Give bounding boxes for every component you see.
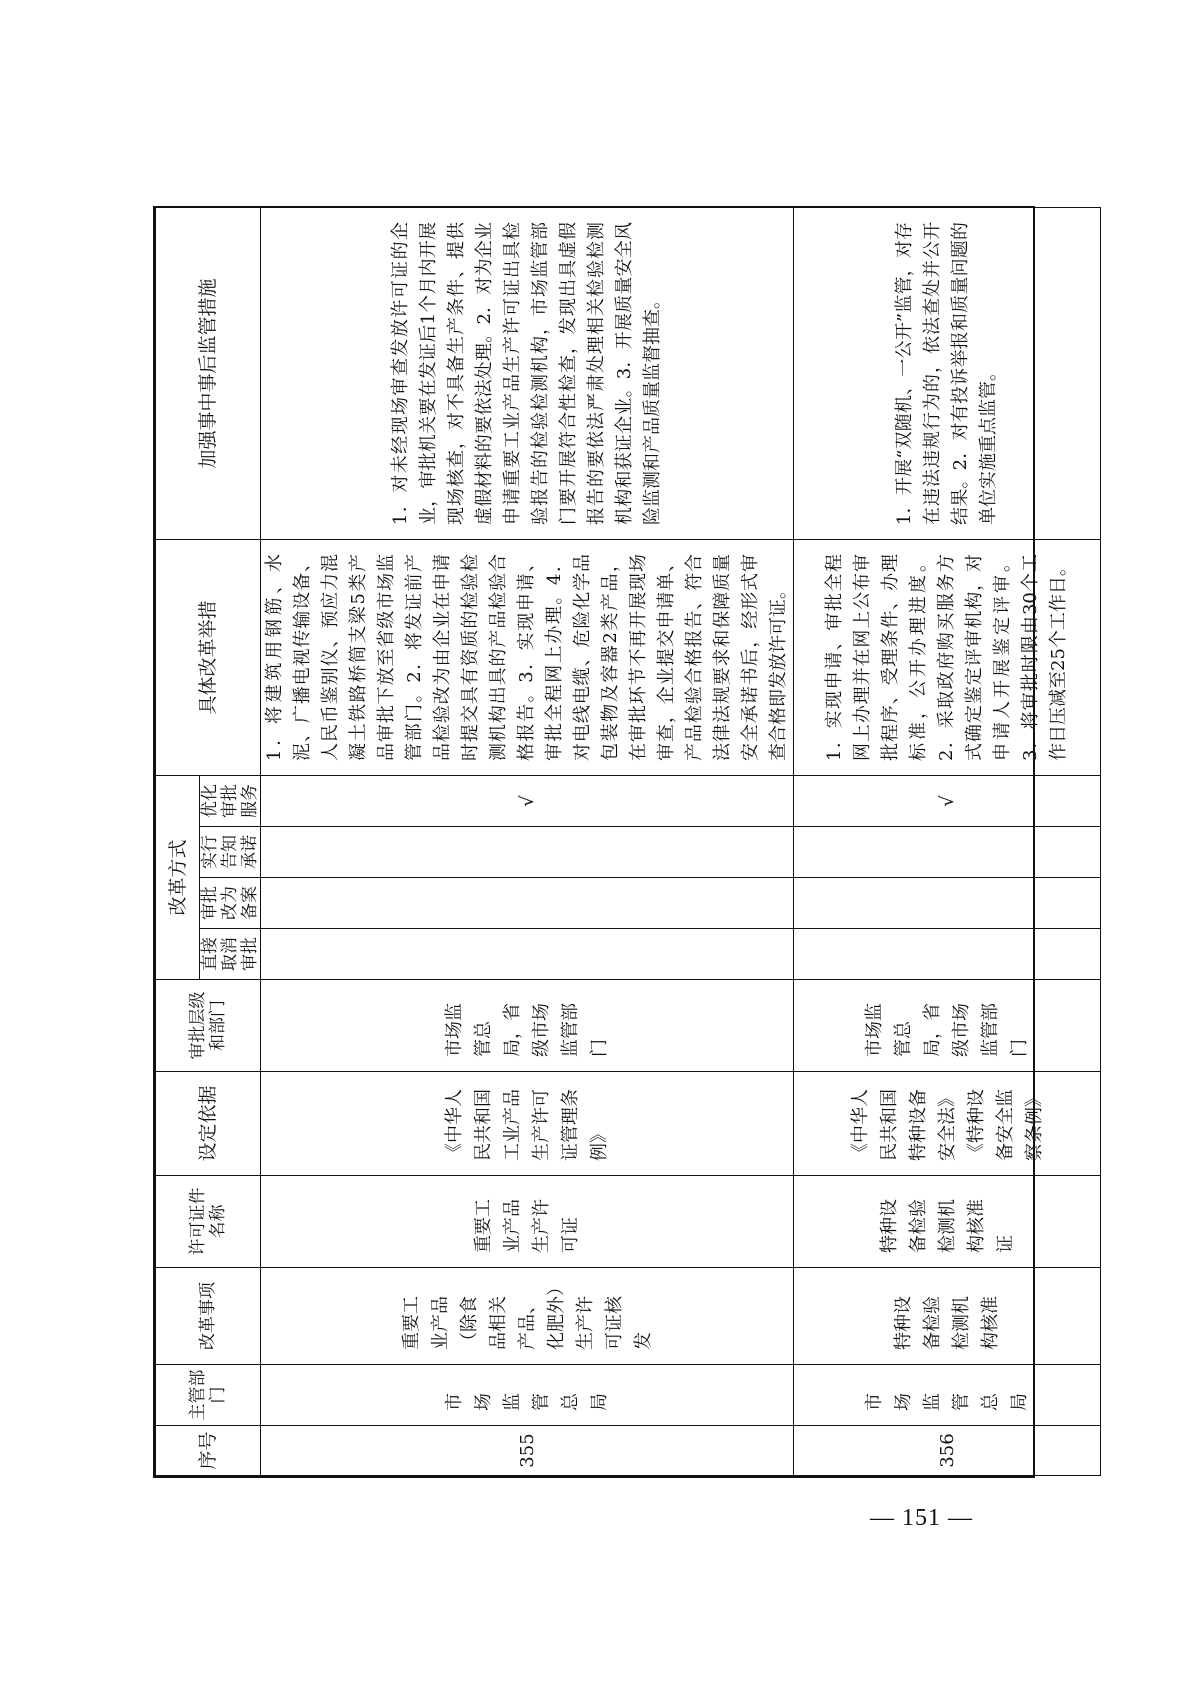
table-row	[261, 207, 794, 1475]
row-seq: 356	[794, 1426, 1101, 1476]
row-basis: 《中华人民共和国特种设备安全法》《特种设备安全监察条例》	[794, 1072, 1101, 1176]
row-level: 市场监管总局，省级市场监管部门	[794, 980, 1101, 1072]
header-level: 审批层级和部门	[156, 980, 261, 1072]
header-basis: 设定依据	[156, 1072, 261, 1176]
header-method-record: 审批改为备案	[200, 878, 261, 929]
row-level: 市场监管总局，省级市场监管部门	[261, 980, 794, 1072]
row-method-cancel	[794, 929, 1101, 980]
header-license: 许可证件名称	[156, 1176, 261, 1268]
rotated-table-frame	[153, 206, 1069, 1478]
table-row	[794, 207, 1101, 1475]
row-supervision: 1．开展“双随机、一公开”监管，对存在违法违规行为的，依法查处并公开结果。2．对有投诉举报和质量问题的单位实施重点监管。	[794, 207, 1101, 539]
page-number: — 151 —	[870, 1505, 973, 1531]
header-method-cancel: 直接取消审批	[200, 929, 261, 980]
header-method-notify: 实行告知承诺	[200, 827, 261, 878]
row-measures: 1．实现申请、审批全程网上办理并在网上公布审批程序、受理条件、办理标准，公开办理进度。2．采取政府购买服务方式确定鉴定评审机构，对申请人开展鉴定评审。3．将审批时限由30个工作日压减至25个工作日。	[794, 539, 1101, 775]
row-license: 特种设备检验检测机构核准证	[794, 1176, 1101, 1268]
header-method-optimize: 优化审批服务	[200, 775, 261, 826]
row-basis: 《中华人民共和国工业产品生产许可证管理条例》	[261, 1072, 794, 1176]
header-row-1	[156, 207, 200, 1475]
reform-table	[155, 207, 1101, 1476]
rotated-table-container	[155, 208, 1069, 1476]
header-dept: 主管部门	[156, 1365, 261, 1426]
header-seq: 序号	[156, 1426, 261, 1476]
row-dept: 市场监管总局	[794, 1365, 1101, 1426]
row-item: 重要工业产品（除食品相关产品、化肥外）生产许可证核发	[261, 1268, 794, 1365]
check-mark-icon: √	[794, 775, 1101, 826]
row-seq: 355	[261, 1426, 794, 1476]
row-method-record	[794, 878, 1101, 929]
row-method-cancel	[261, 929, 794, 980]
header-item: 改革事项	[156, 1268, 261, 1365]
row-item: 特种设备检验检测机构核准	[794, 1268, 1101, 1365]
header-method-group: 改革方式	[156, 775, 200, 979]
header-measures: 具体改革举措	[156, 539, 261, 775]
row-method-notify	[794, 827, 1101, 878]
row-method-notify	[261, 827, 794, 878]
row-license: 重要工业产品生产许可证	[261, 1176, 794, 1268]
row-dept: 市场监管总局	[261, 1365, 794, 1426]
row-supervision: 1．对未经现场审查发放许可证的企业，审批机关要在发证后1个月内开展现场核查，对不具备生产条件、提供虚假材料的要依法处理。2．对为企业申请重要工业产品生产许可证出具检验报告的检验检测机构，市场监管部门要开展符合性检查，发现出具虚假报告的要依法严肃处理相关检验检测机构和获证企业。3．开展质量安全风险监测和产品质量监督抽查。	[261, 207, 794, 539]
header-supervision: 加强事中事后监管措施	[156, 207, 261, 539]
check-mark-icon: √	[261, 775, 794, 826]
row-measures: 1．将建筑用钢筋、水泥、广播电视传输设备、人民币鉴别仪、预应力混凝土铁路桥简支梁5类产品审批下放至省级市场监管部门。2．将发证前产品检验改为由企业在申请时提交具有资质的检验检测机构出具的产品检验合格报告。3．实现申请、审批全程网上办理。4．对电线电缆、危险化学品包装物及容器2类产品，在审批环节不再开展现场审查，企业提交申请单、产品检验合格报告、符合法律法规要求和保障质量安全承诺书后，经形式审查合格即发放许可证。	[261, 539, 794, 775]
row-method-record	[261, 878, 794, 929]
